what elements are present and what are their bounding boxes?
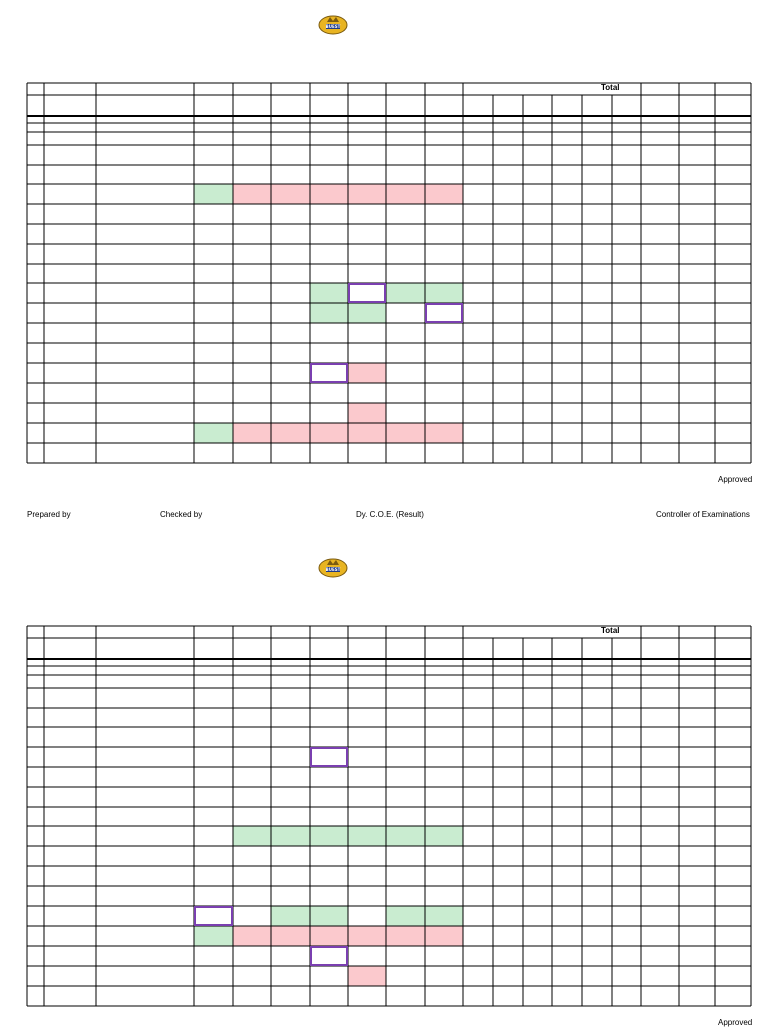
highlighted-cell [425,283,463,303]
controller-label: Controller of Examinations [656,510,750,519]
approved-label: Approved [718,1018,753,1027]
highlighted-cell [310,926,348,946]
highlighted-cell [310,184,348,204]
outlined-cell [349,284,385,302]
highlighted-cell [271,906,310,926]
highlighted-cell [425,184,463,204]
highlighted-cell [233,423,271,443]
highlighted-cell [425,926,463,946]
highlighted-cell [233,826,271,846]
highlighted-cell [348,403,386,423]
highlighted-cell [194,423,233,443]
university-crest-icon [318,13,348,35]
highlighted-cell [348,363,386,383]
highlighted-cell [233,926,271,946]
highlighted-cell [386,423,425,443]
highlighted-cell [348,184,386,204]
highlighted-cell [271,423,310,443]
highlighted-cell [386,283,425,303]
highlighted-cell [348,303,386,323]
result-grid [27,626,751,1006]
highlighted-cell [194,926,233,946]
highlighted-cell [310,283,348,303]
outlined-cell [311,748,347,766]
approved-label: Approved [718,475,753,484]
svg-text:BUEST: BUEST [325,24,341,29]
highlighted-cell [386,926,425,946]
highlighted-cell [386,906,425,926]
highlighted-cell [348,966,386,986]
highlighted-cell [271,184,310,204]
dy-coe-label: Dy. C.O.E. (Result) [356,510,424,519]
university-crest-icon [318,556,348,578]
highlighted-cell [310,423,348,443]
outlined-cell [195,907,232,925]
checked-by-label: Checked by [160,510,203,519]
highlighted-cell [271,826,310,846]
outlined-cell [311,364,347,382]
total-header: Total [601,626,620,635]
highlighted-cell [386,184,425,204]
highlighted-cell [310,303,348,323]
svg-text:BUEST: BUEST [325,567,341,572]
prepared-by-label: Prepared by [27,510,71,519]
highlighted-cell [194,184,233,204]
highlighted-cell [310,906,348,926]
outlined-cell [426,304,462,322]
total-header: Total [601,83,620,92]
highlighted-cell [310,826,348,846]
highlighted-cell [348,926,386,946]
highlighted-cell [425,423,463,443]
outlined-cell [311,947,347,965]
highlighted-cell [386,826,425,846]
highlighted-cell [425,826,463,846]
highlighted-cell [233,184,271,204]
highlighted-cell [425,906,463,926]
highlighted-cell [348,423,386,443]
result-grid [27,83,751,463]
highlighted-cell [348,826,386,846]
highlighted-cell [271,926,310,946]
